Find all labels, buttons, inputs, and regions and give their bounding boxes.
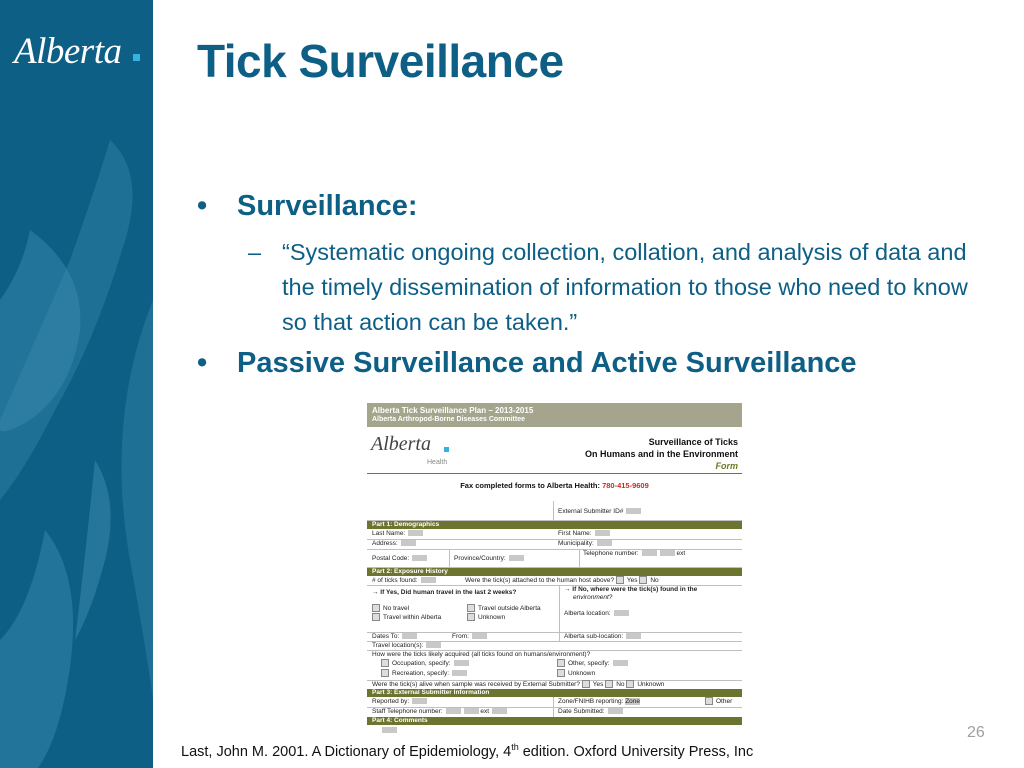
bullet-passive-active-text: Passive Surveillance and Active Surveillance bbox=[237, 347, 857, 379]
form-part1-label: Part 1: Demographics bbox=[372, 521, 440, 528]
input-box bbox=[595, 530, 610, 536]
alive-yes-label: Yes bbox=[592, 681, 604, 688]
form-part2-header bbox=[367, 568, 742, 576]
external-submitter-label: External Submitter ID# bbox=[558, 508, 624, 515]
travel-within-option bbox=[372, 613, 441, 622]
form-grid-line bbox=[553, 697, 554, 707]
dates-to-label: Dates To: bbox=[372, 633, 400, 640]
no-travel-label: No travel bbox=[383, 605, 410, 612]
input-box bbox=[412, 555, 427, 561]
input-box bbox=[492, 708, 507, 714]
checkbox bbox=[372, 613, 380, 621]
zone-other-option bbox=[705, 697, 732, 706]
checkbox bbox=[557, 659, 565, 667]
address-field bbox=[372, 539, 416, 548]
date-submitted-label: Date Submitted: bbox=[558, 708, 605, 715]
travel-locations-label: Travel location(s): bbox=[372, 642, 424, 649]
reported-by-label: Reported by: bbox=[372, 698, 410, 705]
form-part3-label: Part 3: External Submitter Information bbox=[372, 689, 490, 696]
input-box bbox=[426, 642, 441, 648]
fax-label: Fax completed forms to Alberta Health: bbox=[460, 481, 600, 490]
input-box bbox=[472, 633, 487, 639]
form-grid-line bbox=[559, 585, 560, 632]
input-box bbox=[412, 698, 427, 704]
occupation-option bbox=[381, 659, 469, 668]
recreation-label: Recreation, specify: bbox=[392, 670, 450, 677]
input-box bbox=[402, 633, 417, 639]
ext-label: ext bbox=[676, 550, 686, 557]
form-alberta-logo: Alberta bbox=[371, 433, 431, 455]
input-box bbox=[454, 660, 469, 666]
other-specify-label: Other, specify: bbox=[568, 660, 610, 667]
environment-label: environment? bbox=[573, 594, 613, 601]
other-specify-option bbox=[557, 659, 628, 668]
alberta-location-field bbox=[564, 609, 629, 618]
bullet-glyph: • bbox=[197, 347, 208, 379]
alberta-sublocation-label: Alberta sub-location: bbox=[564, 633, 624, 640]
form-title bbox=[585, 436, 738, 472]
checkbox bbox=[639, 576, 647, 584]
page-number: 26 bbox=[967, 724, 985, 741]
input-box bbox=[626, 508, 641, 514]
left-sidebar bbox=[0, 0, 153, 768]
alive-unknown-label: Unknown bbox=[637, 681, 665, 688]
from-field bbox=[452, 632, 487, 641]
form-part4-label: Part 4: Comments bbox=[372, 717, 428, 724]
dates-to-field bbox=[372, 632, 417, 641]
province-label: Province/Country: bbox=[454, 555, 506, 562]
input-box bbox=[452, 670, 467, 676]
no-travel-option bbox=[372, 604, 409, 613]
form-grid-line bbox=[553, 707, 554, 717]
input-box bbox=[446, 708, 461, 714]
form-title-line1: Surveillance of Ticks bbox=[648, 437, 738, 447]
attached-label: Were the tick(s) attached to the human host above? bbox=[465, 577, 615, 584]
postal-code-label: Postal Code: bbox=[372, 555, 410, 562]
comments-field bbox=[379, 726, 397, 733]
form-health-label: Health bbox=[427, 459, 448, 466]
travel-outside-option bbox=[467, 604, 541, 613]
municipality-field bbox=[558, 539, 612, 548]
form-part1-header bbox=[367, 521, 742, 529]
acquired-unknown-option bbox=[557, 669, 595, 678]
staff-tel-label: Staff Telephone number: bbox=[372, 708, 443, 715]
form-fax-line bbox=[367, 481, 742, 490]
alberta-logo-mark bbox=[133, 54, 140, 61]
form-row-external-id bbox=[367, 501, 742, 521]
municipality-label: Municipality: bbox=[558, 540, 594, 547]
checkbox bbox=[381, 659, 389, 667]
form-title-line3: Form bbox=[715, 461, 738, 471]
zone-other-label: Other bbox=[716, 698, 733, 705]
alberta-logo: Alberta bbox=[14, 31, 122, 72]
form-part2-label: Part 2: Exposure History bbox=[372, 568, 448, 575]
checkbox bbox=[381, 669, 389, 677]
form-row-travel bbox=[367, 585, 742, 633]
alberta-location-label: Alberta location: bbox=[564, 610, 611, 617]
input-box bbox=[660, 550, 675, 556]
zone-value: Zone bbox=[625, 698, 641, 705]
alive-no-label: No bbox=[616, 681, 625, 688]
checkbox bbox=[705, 697, 713, 705]
date-submitted-field bbox=[558, 707, 623, 716]
dash-glyph: – bbox=[248, 239, 262, 265]
citation-footer bbox=[181, 742, 753, 760]
citation-text-start: Last, John M. 2001. A Dictionary of Epidemiology, 4 bbox=[181, 743, 512, 760]
input-box bbox=[509, 555, 524, 561]
bullet-glyph: • bbox=[197, 190, 208, 222]
form-title-line2: On Humans and in the Environment bbox=[584, 449, 738, 459]
staff-ext-label: ext bbox=[480, 708, 490, 715]
num-ticks-field bbox=[372, 576, 436, 585]
input-box bbox=[597, 540, 612, 546]
input-box bbox=[608, 708, 623, 714]
num-ticks-label: # of ticks found: bbox=[372, 577, 418, 584]
checkbox bbox=[616, 576, 624, 584]
sidebar-decorative-graphic bbox=[0, 0, 153, 768]
checkbox bbox=[582, 680, 590, 688]
travel-within-label: Travel within Alberta bbox=[383, 614, 442, 621]
input-box bbox=[382, 727, 397, 733]
travel-outside-label: Travel outside Alberta bbox=[478, 605, 541, 612]
alberta-sublocation-field bbox=[564, 632, 641, 641]
form-row-postal bbox=[367, 549, 742, 568]
fax-number: 780-415-9609 bbox=[602, 481, 649, 490]
reported-by-field bbox=[372, 697, 427, 706]
if-yes-question: → If Yes, Did human travel in the last 2 weeks? bbox=[372, 589, 517, 596]
checkbox bbox=[467, 604, 475, 612]
input-box bbox=[408, 530, 423, 536]
acquired-unknown-label: Unknown bbox=[568, 670, 596, 677]
attached-question bbox=[465, 576, 659, 585]
address-label: Address: bbox=[372, 540, 398, 547]
input-box bbox=[614, 610, 629, 616]
if-no-question: → If No, where were the tick(s) found in the bbox=[564, 586, 698, 593]
form-grid-line bbox=[559, 632, 560, 641]
form-alberta-logo-mark bbox=[444, 447, 449, 452]
alive-question bbox=[372, 680, 664, 689]
occupation-label: Occupation, specify: bbox=[392, 660, 451, 667]
first-name-field bbox=[558, 529, 610, 538]
form-grid-line bbox=[449, 549, 450, 567]
postal-code-field bbox=[372, 554, 427, 563]
input-box bbox=[401, 540, 416, 546]
zone-field bbox=[558, 697, 640, 706]
form-header-bar bbox=[367, 403, 742, 427]
tick-surveillance-form-image bbox=[367, 403, 742, 733]
first-name-label: First Name: bbox=[558, 530, 592, 537]
input-box bbox=[464, 708, 479, 714]
external-submitter-field bbox=[558, 507, 641, 516]
input-box bbox=[642, 550, 657, 556]
bullet-surveillance-text: Surveillance: bbox=[237, 190, 418, 222]
definition-quote-text: “Systematic ongoing collection, collation, and analysis of data and the timely dissemination of information to those who need to know so that action can be taken.” bbox=[282, 239, 968, 335]
citation-superscript: th bbox=[511, 742, 519, 752]
input-box bbox=[421, 577, 436, 583]
alive-label: Were the tick(s) alive when sample was received by External Submitter? bbox=[372, 681, 580, 688]
form-row-how-acquired bbox=[367, 650, 742, 681]
telephone-label: Telephone number: bbox=[583, 550, 639, 557]
how-acquired-question: How were the ticks likely acquired (all ticks found on humans/environment)? bbox=[372, 651, 591, 658]
form-header-subtitle: Alberta Arthropod-Borne Diseases Committee bbox=[372, 416, 525, 423]
input-box bbox=[626, 633, 641, 639]
slide-title: Tick Surveillance bbox=[197, 35, 564, 87]
checkbox bbox=[467, 613, 475, 621]
telephone-field bbox=[583, 549, 685, 558]
staff-tel-field bbox=[372, 707, 507, 716]
from-label: From: bbox=[452, 633, 469, 640]
unknown-option bbox=[467, 613, 505, 622]
input-box bbox=[613, 660, 628, 666]
travel-locations-field bbox=[372, 641, 441, 650]
checkbox bbox=[626, 680, 634, 688]
no-label: No bbox=[650, 577, 659, 584]
yes-label: Yes bbox=[626, 577, 638, 584]
checkbox bbox=[605, 680, 613, 688]
form-part4-header bbox=[367, 717, 742, 725]
zone-label: Zone/FNIHB reporting: bbox=[558, 698, 624, 705]
form-divider bbox=[367, 473, 742, 474]
citation-text-end: edition. Oxford University Press, Inc bbox=[518, 743, 754, 760]
checkbox bbox=[557, 669, 565, 677]
form-grid-line bbox=[579, 549, 580, 567]
unknown-label: Unknown bbox=[478, 614, 506, 621]
form-part3-header bbox=[367, 689, 742, 697]
form-header-title: Alberta Tick Surveillance Plan – 2013-2015 bbox=[372, 406, 534, 415]
last-name-label: Last Name: bbox=[372, 530, 406, 537]
form-grid-line bbox=[553, 501, 554, 520]
province-field bbox=[454, 554, 524, 563]
last-name-field bbox=[372, 529, 423, 538]
recreation-option bbox=[381, 669, 467, 678]
checkbox bbox=[372, 604, 380, 612]
